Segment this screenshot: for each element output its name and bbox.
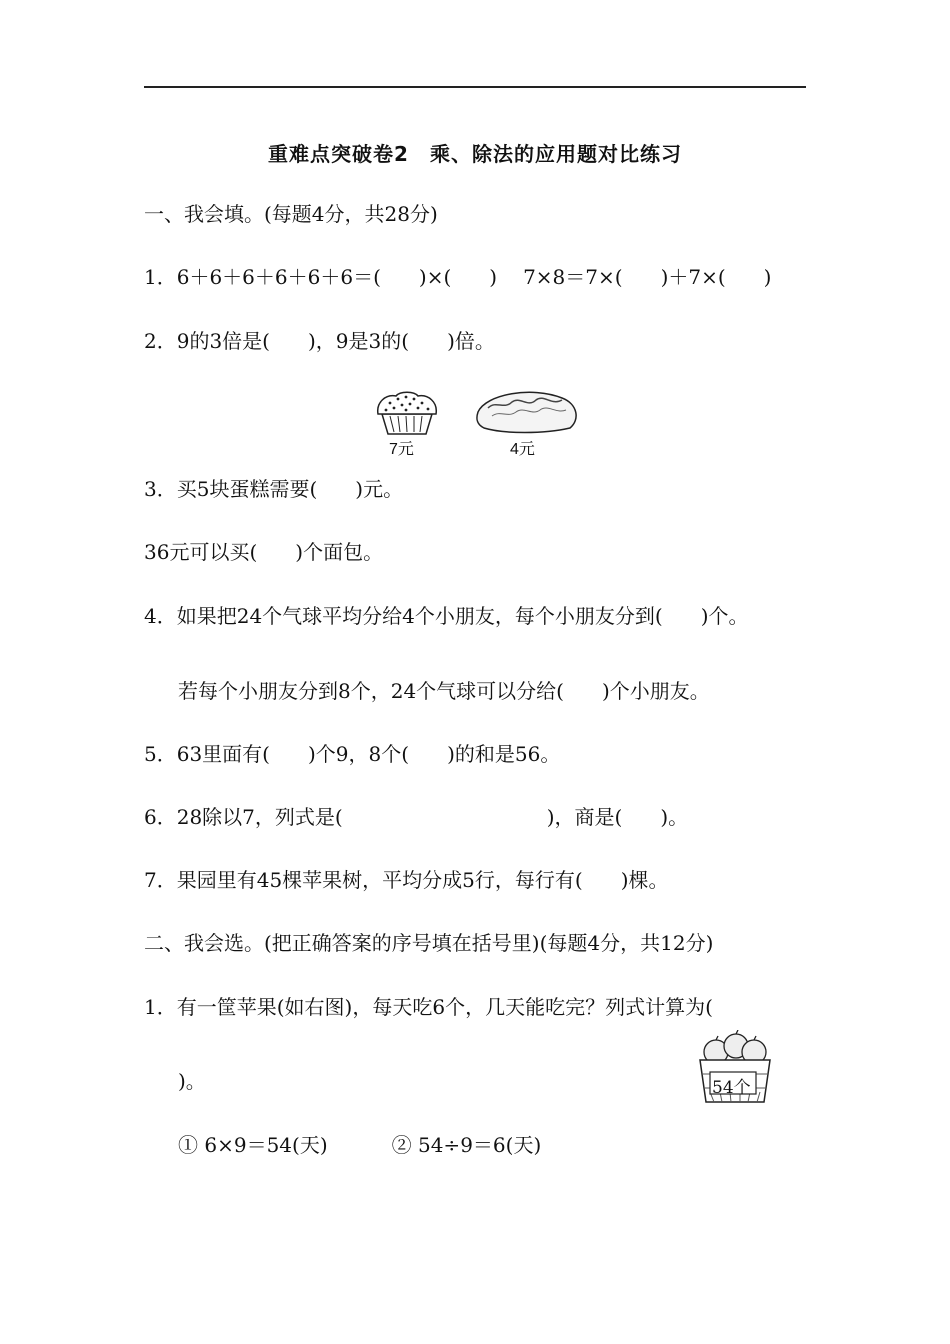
section2-heading: 二、我会选。(把正确答案的序号填在括号里)(每题4分，共12分) xyxy=(144,931,714,955)
question-3-part2: 36元可以买( )个面包。 xyxy=(144,540,384,564)
question-5: 5．63里面有( )个9，8个( )的和是56。 xyxy=(144,742,561,766)
section1-heading: 一、我会填。(每题4分，共28分) xyxy=(144,202,438,226)
bread-icon xyxy=(474,386,582,436)
question-2: 2．9的3倍是( )，9是3的( )倍。 xyxy=(144,329,495,353)
bread-price: 4元 xyxy=(510,441,535,458)
cupcake-icon xyxy=(372,388,442,438)
page-title: 重难点突破卷2 乘、除法的应用题对比练习 xyxy=(268,142,682,166)
basket-label: 54个 xyxy=(712,1078,751,1098)
question-6: 6．28除以7，列式是( )，商是( )。 xyxy=(144,805,689,829)
mc-question-1-end: )。 xyxy=(178,1069,206,1093)
question-4: 4．如果把24个气球平均分给4个小朋友，每个小朋友分到( )个。 xyxy=(144,604,749,628)
mc-options xyxy=(178,1131,541,1159)
cake-price: 7元 xyxy=(389,441,414,458)
question-4-part2: 若每个小朋友分到8个，24个气球可以分给( )个小朋友。 xyxy=(178,679,710,703)
option-1[interactable]: ① 6×9＝54(天) xyxy=(178,1133,328,1157)
mc-question-1: 1．有一筐苹果(如右图)，每天吃6个，几天能吃完？列式计算为( xyxy=(144,995,713,1019)
question-3: 3．买5块蛋糕需要( )元。 xyxy=(144,477,404,501)
top-rule xyxy=(144,86,806,88)
question-1: 1．6＋6＋6＋6＋6＋6＝( )×( ) 7×8＝7×( )＋7×( ) xyxy=(144,265,772,289)
option-2[interactable]: ② 54÷9＝6(天) xyxy=(391,1133,542,1157)
question-7: 7．果园里有45棵苹果树，平均分成5行，每行有( )棵。 xyxy=(144,868,669,892)
